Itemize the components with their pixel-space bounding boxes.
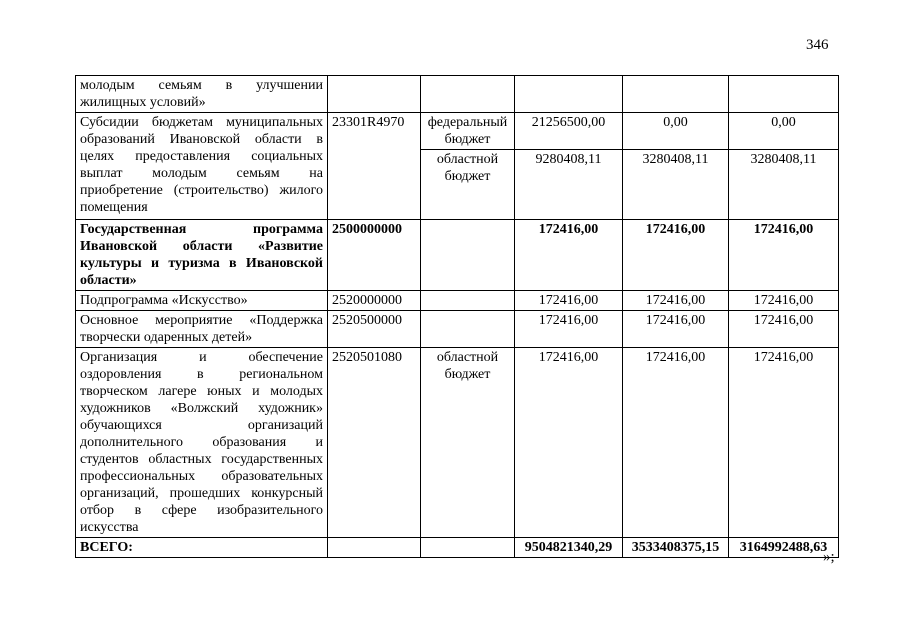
row-value-3 bbox=[729, 76, 839, 113]
row-source bbox=[421, 311, 515, 348]
total-value-1: 9504821340,29 bbox=[515, 538, 623, 558]
page-number: 346 bbox=[806, 37, 829, 53]
row-name: Подпрограмма «Искусство» bbox=[76, 291, 328, 311]
row-value-1: 172416,00 bbox=[515, 348, 623, 538]
row-name: Организация и обеспечение оздоровления в региональном творческом лагере юных и молодых художников «Волжский художник» обучающихся организаций дополнительного образования и студентов областных государственных профессиональных образовательных организаций, прошедших конкурсный отбор в сфере изобразительного искусства bbox=[76, 348, 328, 538]
row-code: 2520500000 bbox=[328, 311, 421, 348]
row-code: 2520501080 bbox=[328, 348, 421, 538]
row-source: областной бюджет bbox=[421, 150, 515, 220]
row-source bbox=[421, 76, 515, 113]
table-row-total bbox=[76, 538, 839, 558]
row-value-2 bbox=[623, 76, 729, 113]
row-value-3: 172416,00 bbox=[729, 220, 839, 291]
row-value-2: 172416,00 bbox=[623, 311, 729, 348]
row-name: молодым семьям в улучшении жилищных условий» bbox=[76, 76, 328, 113]
table-row bbox=[76, 291, 839, 311]
row-value-3: 172416,00 bbox=[729, 291, 839, 311]
row-value-2: 172416,00 bbox=[623, 291, 729, 311]
row-value-2: 0,00 bbox=[623, 113, 729, 150]
table-row bbox=[76, 311, 839, 348]
row-code: 23301R4970 bbox=[328, 113, 421, 220]
row-name: Основное мероприятие «Поддержка творчески одаренных детей» bbox=[76, 311, 328, 348]
row-value-1 bbox=[515, 76, 623, 113]
budget-table bbox=[75, 75, 839, 558]
row-value-3: 172416,00 bbox=[729, 311, 839, 348]
row-value-2: 172416,00 bbox=[623, 348, 729, 538]
closing-quote-mark: »; bbox=[823, 549, 835, 565]
row-source: федеральный бюджет bbox=[421, 113, 515, 150]
table-row bbox=[76, 348, 839, 538]
total-value-2: 3533408375,15 bbox=[623, 538, 729, 558]
table-row bbox=[76, 113, 839, 150]
row-code: 2520000000 bbox=[328, 291, 421, 311]
row-source: областной бюджет bbox=[421, 348, 515, 538]
row-code bbox=[328, 76, 421, 113]
row-code: 2500000000 bbox=[328, 220, 421, 291]
row-value-3: 0,00 bbox=[729, 113, 839, 150]
row-name: Субсидии бюджетам муниципальных образований Ивановской области в целях предоставления социальных выплат молодым семьям на приобретение (строительство) жилого помещения bbox=[76, 113, 328, 220]
row-value-1: 9280408,11 bbox=[515, 150, 623, 220]
row-value-2: 3280408,11 bbox=[623, 150, 729, 220]
row-value-1: 172416,00 bbox=[515, 291, 623, 311]
row-name: Государственная программа Ивановской области «Развитие культуры и туризма в Ивановской области» bbox=[76, 220, 328, 291]
total-label: ВСЕГО: bbox=[76, 538, 328, 558]
table-row bbox=[76, 76, 839, 113]
row-value-1: 172416,00 bbox=[515, 311, 623, 348]
row-value-1: 172416,00 bbox=[515, 220, 623, 291]
row-value-3: 3280408,11 bbox=[729, 150, 839, 220]
row-code bbox=[328, 538, 421, 558]
row-source bbox=[421, 538, 515, 558]
row-value-3: 172416,00 bbox=[729, 348, 839, 538]
row-value-1: 21256500,00 bbox=[515, 113, 623, 150]
row-source bbox=[421, 220, 515, 291]
row-source bbox=[421, 291, 515, 311]
total-value-3: 3164992488,63 bbox=[729, 538, 839, 558]
row-value-2: 172416,00 bbox=[623, 220, 729, 291]
table-row bbox=[76, 220, 839, 291]
